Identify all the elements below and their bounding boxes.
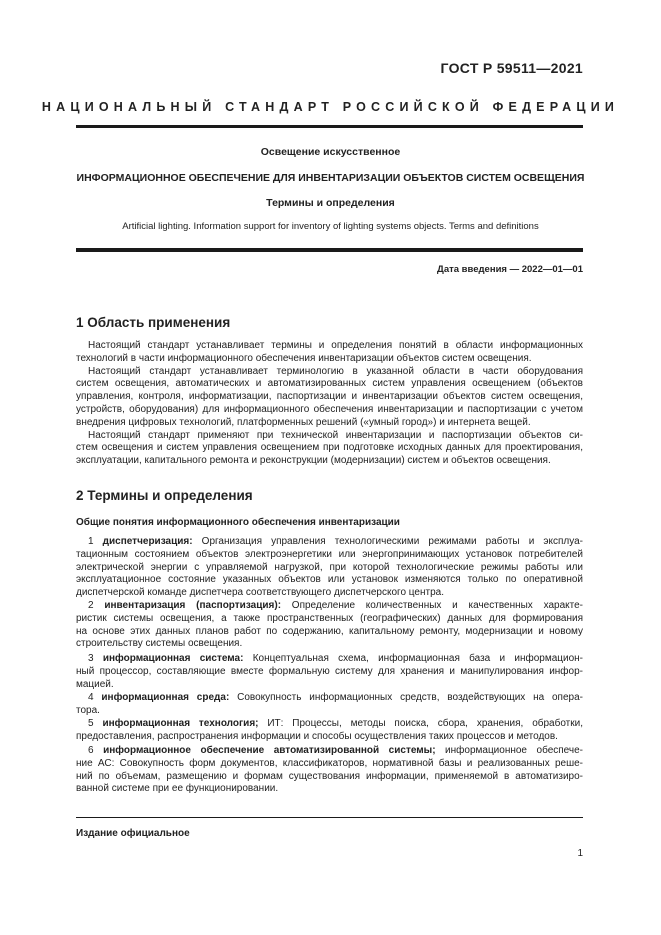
term-number: 3 — [88, 653, 103, 664]
section-1-heading: 1 Область применения — [76, 315, 231, 330]
top-rule — [76, 125, 583, 128]
term-number: 2 — [88, 600, 105, 611]
term-number: 6 — [88, 745, 104, 756]
definition-line: ный процессор, составляющие вместе формальную систему для хранения и манипулирования инфор- — [76, 665, 583, 677]
term-3 — [76, 653, 583, 691]
paragraph-line: Настоящий стандарт устанавливает терминологию в указанной области в части оборудования — [88, 365, 583, 377]
definition-line: предоставления, распространения информации и способы осуществления таких процессов и методов. — [76, 730, 558, 742]
paragraph-line: управления, контроля, информатизации, паспортизации и инвентаризации объектов систем освещения, — [76, 391, 583, 403]
definition-line: диспетчерской команде диспетчера соответствующего диспетчерского центра. — [76, 587, 444, 599]
term-5 — [76, 718, 583, 744]
section-1-body — [76, 340, 583, 468]
term-definition-start: Совокупность информационных средств, воздействующих на опера- — [229, 692, 583, 703]
section-2-heading: 2 Термины и определения — [76, 488, 253, 503]
title-bottom-rule — [76, 248, 583, 252]
definition-line: мацией. — [76, 678, 114, 690]
definition-line: ристик системы освещения, а также пространственных (географических) данных для формирования — [76, 612, 583, 624]
term-first-line — [76, 718, 583, 731]
term-first-line — [76, 536, 583, 549]
footer-rule — [76, 817, 583, 818]
paragraph-line: технологий в части информационного обеспечения инвентаризации объектов систем освещения. — [76, 352, 532, 364]
term-definition-start: Организация управления технологическими режимами работы и эксплуа- — [192, 536, 583, 547]
term-name: информационное обеспечение автоматизированной системы; — [103, 745, 436, 756]
definition-line: строительству системы освещения. — [76, 638, 243, 650]
term-definition-start: информационное обеспече- — [435, 745, 583, 756]
term-first-line — [76, 745, 583, 758]
term-definition-start: Концептуальная схема, информационная база и информацион- — [243, 653, 583, 664]
term-definition-start: ИТ: Процессы, методы поиска, сбора, хранения, обработки, — [258, 718, 583, 729]
term-definition-start: Определение количественных и качественных характе- — [281, 600, 583, 611]
paragraph-line: устройств, оборудования) для информационного обеспечения инвентаризации и паспортизации с учетом — [76, 403, 583, 415]
term-name: информационная технология; — [102, 718, 259, 729]
definition-line: электрической энергии с управляемой нагрузкой, при которой технологические режимы работы или — [76, 561, 583, 573]
document-terms-title: Термины и определения — [266, 197, 395, 209]
term-number: 4 — [88, 692, 102, 703]
definition-line: ний по объемам, размещению и формам существования информации, применяемой в автоматизиро- — [76, 770, 583, 782]
term-name: инвентаризация (паспортизация): — [104, 600, 282, 611]
term-name: информационная система: — [102, 653, 244, 664]
definition-line: ванной системе при ее функционировании. — [76, 783, 279, 795]
term-4 — [76, 692, 583, 718]
section-2-subheading: Общие понятия информационного обеспечения инвентаризации — [76, 517, 400, 528]
paragraph-line: эксплуатации, капитального ремонта и реконструкции (модернизации) систем и объектов освещения. — [76, 455, 551, 467]
term-first-line — [76, 692, 583, 705]
definition-line: тора. — [76, 704, 100, 716]
english-title: Artificial lighting. Information support for inventory of lighting systems objects. Terms and definitions — [122, 221, 539, 232]
term-name: информационная среда: — [101, 692, 230, 703]
term-2 — [76, 600, 583, 651]
paragraph-line: стем освещения и систем управления освещением при подготовке исходных данных для проектирования, — [76, 442, 583, 454]
document-subtitle: Освещение искусственное — [260, 146, 401, 158]
introduction-date: Дата введения — 2022—01—01 — [437, 264, 583, 275]
definition-line: на основе этих данных планов работ по содержанию, капитальному ремонту, модернизации и новому — [76, 625, 583, 637]
paragraph-line: Настоящий стандарт устанавливает термины и определения понятий в области информационных — [88, 340, 583, 351]
page-number: 1 — [577, 848, 583, 859]
national-standard-banner: НАЦИОНАЛЬНЫЙ СТАНДАРТ РОССИЙСКОЙ ФЕДЕРАЦИИ — [41, 100, 620, 114]
definition-line: ние АС: Совокупность форм документов, классификаторов, нормативной базы и реализованных реше- — [76, 757, 583, 769]
term-name: диспетчеризация: — [102, 536, 193, 547]
term-first-line — [76, 653, 583, 666]
official-edition-label: Издание официальное — [76, 828, 190, 839]
term-6 — [76, 745, 583, 796]
term-1 — [76, 536, 583, 600]
definition-line: тационным состоянием объектов электроэнергетики или энергопринимающих установок потребителей — [76, 548, 583, 560]
paragraph-line: систем освещения, автоматических и автоматизированных систем управления освещением (объектов — [76, 378, 583, 390]
term-number: 1 — [88, 536, 103, 547]
term-first-line — [76, 600, 583, 613]
gost-number: ГОСТ Р 59511—2021 — [440, 60, 583, 76]
definition-line: эксплуатационное состояние указанных объектов или установок изменяются только по оперативной — [76, 574, 583, 586]
term-number: 5 — [88, 718, 103, 729]
paragraph-line: Настоящий стандарт применяют при технической инвентаризации и паспортизации объектов си- — [88, 429, 583, 441]
paragraph-line: внедрения цифровых технологий, платформенных решений («умный город») и интернета вещей. — [76, 416, 531, 428]
document-main-title: ИНФОРМАЦИОННОЕ ОБЕСПЕЧЕНИЕ ДЛЯ ИНВЕНТАРИЗАЦИИ ОБЪЕКТОВ СИСТЕМ ОСВЕЩЕНИЯ — [76, 172, 585, 184]
